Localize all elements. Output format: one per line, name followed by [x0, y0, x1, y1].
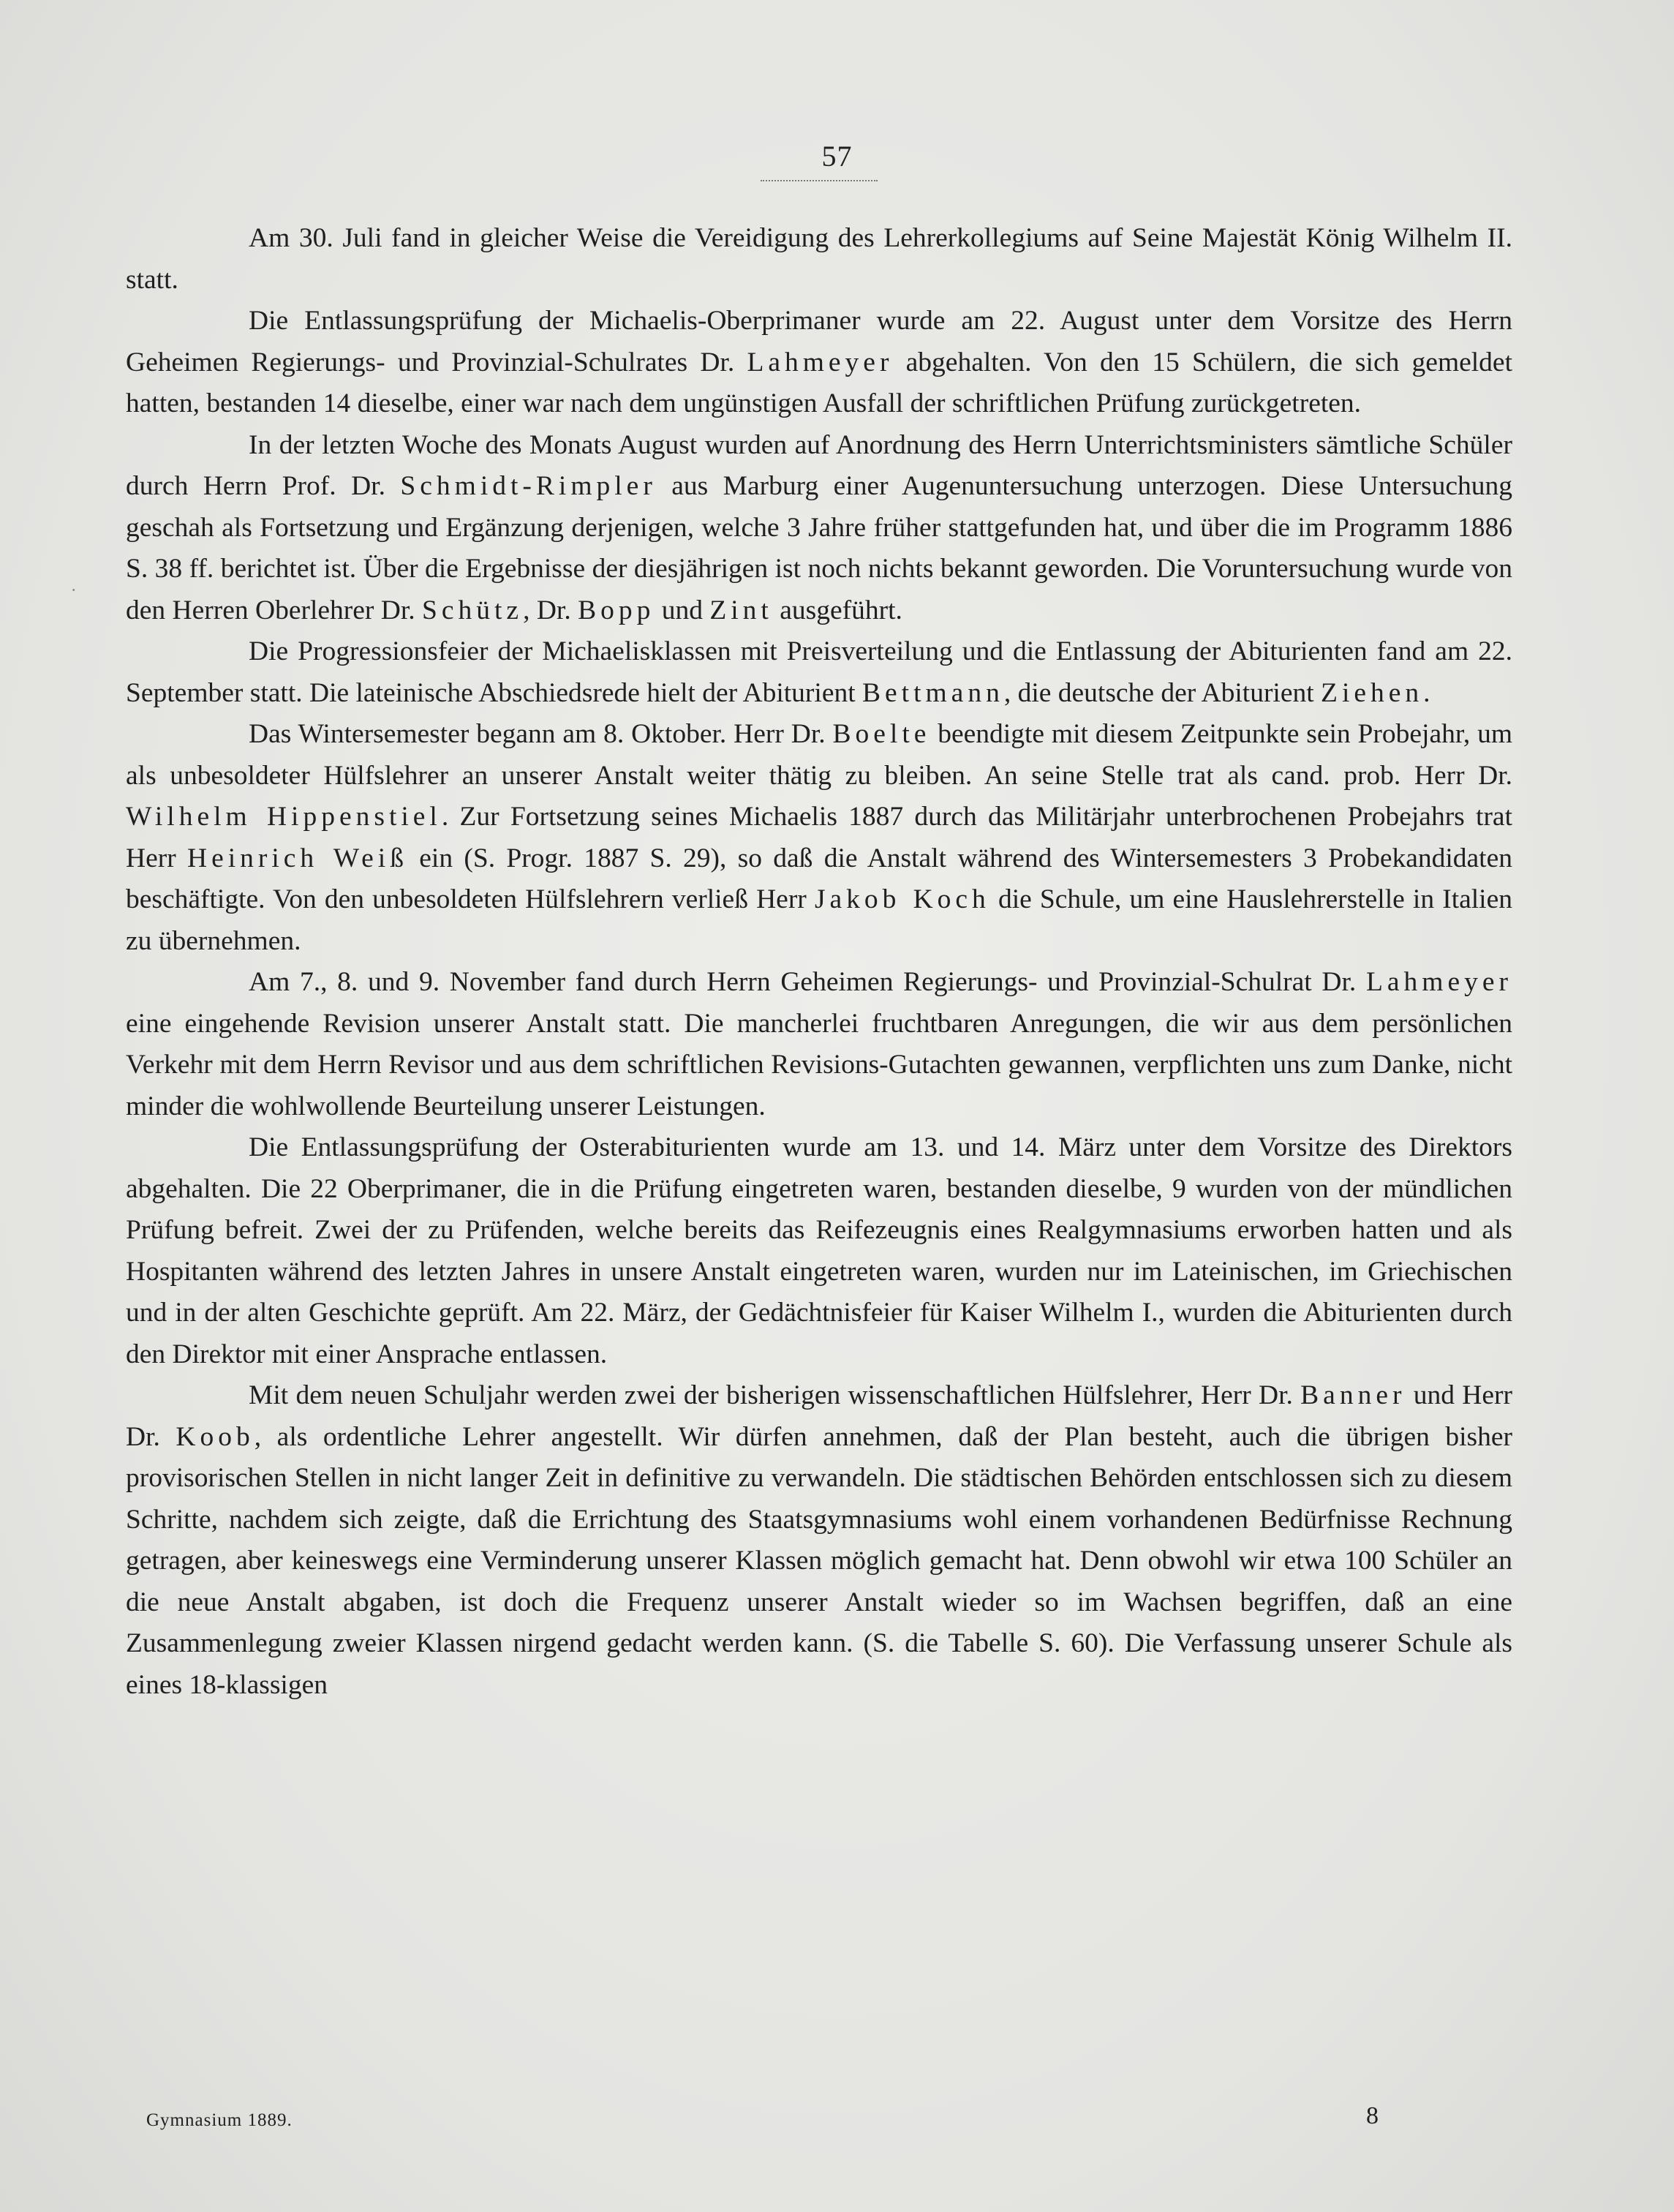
spaced-name: Schmidt-Rimpler	[400, 471, 657, 501]
spaced-name: Ziehen	[1321, 677, 1424, 708]
text-run: Die Progressionsfeier der Michaelisklassen mit Preisverteilung und die Entlassung der Abiturienten fand am 22. September statt. Die lateinische Abschiedsrede hielt der Abiturient	[126, 636, 1512, 708]
spaced-name: Lahmeyer	[747, 347, 894, 377]
text-run: . Zur Fortsetzung seines Michaelis 1887 durch das Militärjahr unterbrochenen Probejahrs trat Herr	[126, 802, 1512, 873]
text-run: eine eingehende Revision unserer Anstalt statt. Die mancherlei fruchtbaren Anregungen, die wir aus dem persönlichen Verkehr mit dem Herrn Revisor und aus dem schriftlichen Revisions-Gutachten gewannen, verpflichten uns zum Danke, nicht minder die wohlwollende Beurteilung unserer Leistungen.	[126, 1008, 1512, 1121]
spaced-name: Bettmann	[862, 677, 1004, 708]
text-run: ausgeführt.	[772, 595, 902, 625]
spaced-name: Heinrich Weiß	[186, 843, 408, 873]
text-run: und Herr Dr.	[126, 1380, 1512, 1452]
text-run: und	[655, 595, 710, 625]
text-run: Die Entlassungsprüfung der Osterabiturienten wurde am 13. und 14. März unter dem Vorsitze des Direktors abgehalten. Die 22 Oberprimaner, die in die Prüfung eingetreten waren, bestanden dieselbe, 9 wurden von der mündlichen Prüfung befreit. Zwei der zu Prüfenden, welche bereits das Reifezeugnis eines Realgymnasiums erworben hatten und als Hospitanten während des letzten Jahres in unsere Anstalt eingetreten waren, wurden nur im Lateinischen, im Griechischen und in der alten Geschichte geprüft. Am 22. März, der Gedächtnisfeier für Kaiser Wilhelm I., wurden die Abiturienten durch den Direktor mit einer Ansprache entlassen.	[126, 1132, 1512, 1369]
spaced-name: Wilhelm Hippenstiel	[126, 802, 442, 832]
spaced-name: Schütz	[422, 595, 524, 625]
header-rule	[761, 180, 878, 181]
spaced-name: Zint	[709, 595, 773, 625]
text-run: , die deutsche der Abiturient	[1003, 677, 1322, 708]
text-run: beendigte mit diesem Zeitpunkte sein Probejahr, um als unbesoldeter Hülfslehrer an unserer Anstalt weiter thätig zu bleiben. An seine Stelle trat als cand. prob. Herr Dr.	[126, 719, 1512, 791]
text-run: Am 7., 8. und 9. November fand durch Herrn Geheimen Regierungs- und Provinzial-Schulrat Dr.	[249, 967, 1366, 997]
text-run: abgehalten. Von den 15 Schülern, die sich gemeldet hatten, bestanden 14 dieselbe, einer war nach dem ungünstigen Ausfall der schriftlichen Prüfung zurückgetreten.	[126, 347, 1512, 418]
paragraph	[126, 425, 1512, 632]
spaced-name: Koob	[176, 1421, 255, 1452]
spaced-name: Boelte	[832, 719, 931, 749]
text-run: aus Marburg einer Augenuntersuchung unterzogen. Diese Untersuchung geschah als Fortsetzung und Ergänzung derjenigen, welche 3 Jahre früher stattgefunden hat, und über die im Programm 1886 S. 38 ff. berichtet ist. Über die Ergebnisse der diesjährigen ist noch nichts bekannt geworden. Die Voruntersuchung wurde von den Herren Oberlehrer Dr.	[126, 471, 1512, 625]
page-number: 57	[821, 140, 853, 173]
text-run: Die Entlassungsprüfung der Michaelis-Oberprimaner wurde am 22. August unter dem Vorsitze des Herrn Geheimen Regierungs- und Provinzial-Schulrates Dr.	[126, 306, 1512, 377]
spaced-name: Bopp	[578, 595, 655, 625]
text-run: , als ordentliche Lehrer angestellt. Wir dürfen annehmen, daß der Plan besteht, auch die übrigen bisher provisorischen Stellen in nicht langer Zeit in definitive zu verwandeln. Die städtischen Behörden entschlossen sich zu diesem Schritte, nachdem sich zeigte, daß die Errichtung des Staatsgymnasiums wohl einem vorhandenen Bedürfnisse Rechnung getragen, aber keineswegs eine Verminderung unserer Klassen möglich gemacht hat. Denn obwohl wir etwa 100 Schüler an die neue Anstalt abgaben, ist doch die Frequenz unserer Anstalt wieder so im Wachsen begriffen, daß an eine Zusammenlegung zweier Klassen nirgend gedacht werden kann. (S. die Tabelle S. 60). Die Verfassung unserer Schule als eines 18-klassigen	[126, 1421, 1513, 1700]
paragraph	[126, 218, 1512, 301]
body-text	[126, 218, 1512, 1706]
paragraph	[126, 631, 1512, 714]
text-run: In der letzten Woche des Monats August wurden auf Anordnung des Herrn Unterrichtsministers sämtliche Schüler durch Herrn Prof. Dr.	[126, 429, 1512, 501]
spaced-name: Banner	[1300, 1380, 1406, 1410]
footer-signature: Gymnasium 1889.	[146, 2110, 293, 2130]
text-run: ein (S. Progr. 1887 S. 29), so daß die Anstalt während des Wintersemesters 3 Probekandidaten beschäftigte. Von den unbesoldeten Hülfslehrern verließ Herr	[126, 843, 1512, 914]
text-run: , Dr.	[523, 595, 578, 625]
margin-mark: ˙	[70, 585, 78, 608]
spaced-name: Lahmeyer	[1366, 967, 1512, 997]
text-run: .	[1423, 677, 1430, 708]
text-run: Am 30. Juli fand in gleicher Weise die Vereidigung des Lehrerkollegiums auf Seine Majestät König Wilhelm II. statt.	[126, 223, 1512, 295]
paragraph	[126, 962, 1512, 1127]
paragraph	[126, 1127, 1512, 1375]
paragraph	[126, 301, 1512, 425]
paragraph	[126, 714, 1512, 962]
footer-sheet-number: 8	[1366, 2102, 1379, 2129]
paragraph	[126, 1375, 1512, 1706]
spaced-name: Jakob Koch	[814, 884, 990, 914]
text-run: die Schule, um eine Hauslehrerstelle in Italien zu übernehmen.	[126, 884, 1512, 956]
text-run: Mit dem neuen Schuljahr werden zwei der bisherigen wissenschaftlichen Hülfslehrer, Herr Dr.	[249, 1380, 1301, 1410]
text-run: Das Wintersemester begann am 8. Oktober. Herr Dr.	[249, 719, 833, 749]
